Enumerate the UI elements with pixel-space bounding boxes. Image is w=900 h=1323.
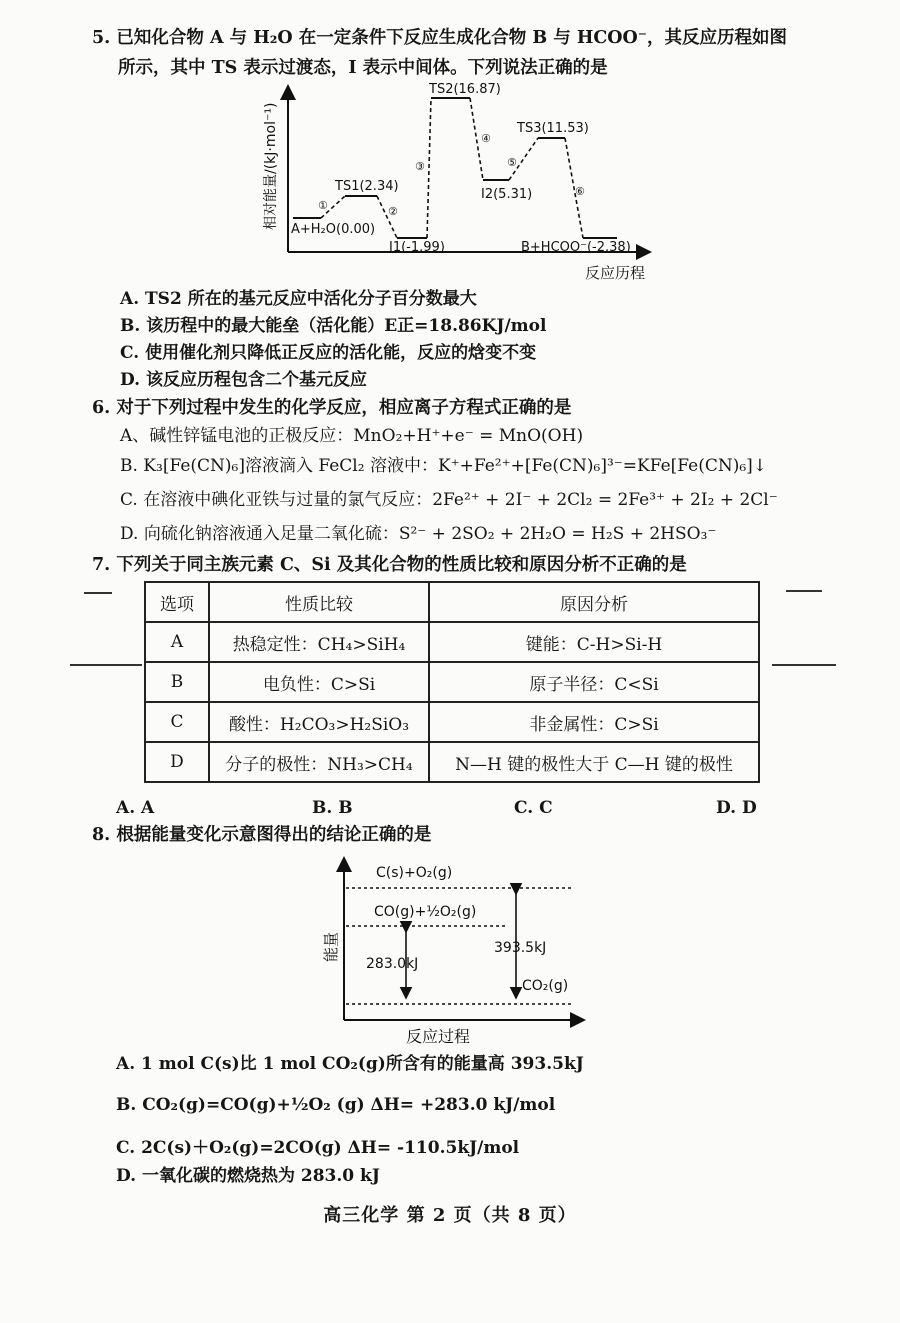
table-cell: 酸性：H₂CO₃>H₂SiO₃	[209, 702, 429, 742]
q5-stem-line2: 所示，其中 TS 表示过渡态，I 表示中间体。下列说法正确的是	[118, 58, 608, 78]
q5-option-a: A. TS2 所在的基元反应中活化分子百分数最大	[120, 289, 477, 309]
label-bottom: CO₂(g)	[522, 978, 569, 994]
table-cell: A	[145, 622, 209, 662]
q5-stem-line1: 5. 已知化合物 A 与 H₂O 在一定条件下反应生成化合物 B 与 HCOO⁻，其反应历程如图	[92, 28, 788, 48]
label-b-hcoo: B+HCOO⁻(-2.38)	[521, 240, 631, 255]
table-cell: D	[145, 742, 209, 782]
scan-artifact-line	[786, 590, 822, 592]
step-mark-2: ②	[388, 205, 398, 218]
table-header: 原因分析	[429, 582, 759, 622]
q5-option-d: D. 该反应历程包含二个基元反应	[120, 370, 367, 390]
label-top: C(s)+O₂(g)	[376, 865, 453, 881]
q8-option-c: C. 2C(s)＋O₂(g)=2CO(g) ΔH= -110.5kJ/mol	[116, 1138, 520, 1158]
q8-stem: 8. 根据能量变化示意图得出的结论正确的是	[92, 825, 432, 845]
q5-connectors	[321, 98, 583, 238]
table-header: 性质比较	[209, 582, 429, 622]
q7-table	[144, 581, 760, 783]
table-cell: C	[145, 702, 209, 742]
table-cell: B	[145, 662, 209, 702]
q6-option-a: A、碱性锌锰电池的正极反应：MnO₂+H⁺+e⁻ = MnO(OH)	[120, 426, 584, 446]
q7-answer-a: A. A	[116, 798, 155, 818]
table-cell: 热稳定性：CH₄>SiH₄	[209, 622, 429, 662]
label-mid: CO(g)+½O₂(g)	[374, 904, 477, 920]
step-mark-1: ①	[318, 199, 328, 212]
table-cell: N—H 键的极性大于 C—H 键的极性	[429, 742, 759, 782]
q8-option-d: D. 一氧化碳的燃烧热为 283.0 kJ	[116, 1166, 380, 1186]
table-row	[145, 662, 759, 702]
q5-option-c: C. 使用催化剂只降低正反应的活化能，反应的焓变不变	[120, 343, 537, 363]
table-cell: 电负性：C>Si	[209, 662, 429, 702]
label-283: 283.0kJ	[366, 956, 419, 972]
step-mark-6: ⑥	[575, 185, 585, 198]
label-i1: I1(-1.99)	[389, 240, 445, 255]
table-header-row	[145, 582, 759, 622]
q6-option-c: C. 在溶液中碘化亚铁与过量的氯气反应：2Fe²⁺ + 2I⁻ + 2Cl₂ = 2Fe³⁺ + 2I₂ + 2Cl⁻	[120, 490, 778, 510]
q8-x-label: 反应过程	[406, 1027, 471, 1046]
table-row	[145, 622, 759, 662]
table-cell: 分子的极性：NH₃>CH₄	[209, 742, 429, 782]
table-cell: 键能：C-H>Si-H	[429, 622, 759, 662]
page-footer: 高三化学 第 2 页（共 8 页）	[323, 1205, 577, 1226]
label-ts3: TS3(11.53)	[517, 121, 589, 136]
scan-artifact-line	[84, 592, 112, 594]
label-i2: I2(5.31)	[481, 187, 533, 202]
step-mark-3: ③	[415, 160, 425, 173]
table-cell: 原子半径：C<Si	[429, 662, 759, 702]
q7-answer-d: D. D	[716, 798, 757, 818]
table-row	[145, 742, 759, 782]
table-cell: 非金属性：C>Si	[429, 702, 759, 742]
q8-option-b: B. CO₂(g)=CO(g)+½O₂ (g) ΔH= +283.0 kJ/mol	[116, 1095, 556, 1115]
label-393: 393.5kJ	[494, 940, 547, 956]
q5-option-b: B. 该历程中的最大能垒（活化能）E正=18.86KJ/mol	[120, 316, 547, 336]
q7-answer-b: B. B	[312, 798, 353, 818]
label-ts1: TS1(2.34)	[335, 179, 399, 194]
q5-levels	[293, 98, 617, 238]
scan-artifact-line	[70, 664, 142, 666]
q6-option-d: D. 向硫化钠溶液通入足量二氧化硫：S²⁻ + 2SO₂ + 2H₂O = H₂S + 2HSO₃⁻	[120, 524, 717, 544]
q6-option-b: B. K₃[Fe(CN)₆]溶液滴入 FeCl₂ 溶液中：K⁺+Fe²⁺+[Fe(CN)₆]³⁻=KFe[Fe(CN)₆]↓	[120, 456, 768, 476]
q8-y-label: 能量	[322, 931, 340, 962]
q6-stem: 6. 对于下列过程中发生的化学反应，相应离子方程式正确的是	[92, 398, 572, 418]
q8-energy-diagram	[318, 852, 593, 1048]
label-a-h2o: A+H₂O(0.00)	[291, 222, 376, 237]
table-row	[145, 702, 759, 742]
q7-stem: 7. 下列关于同主族元素 C、Si 及其化合物的性质比较和原因分析不正确的是	[92, 555, 687, 575]
label-ts2: TS2(16.87)	[429, 82, 501, 97]
q5-y-label: 相对能量/(kJ·mol⁻¹)	[263, 102, 279, 230]
step-mark-4: ④	[481, 132, 491, 145]
q5-energy-diagram	[255, 80, 675, 285]
table-header: 选项	[145, 582, 209, 622]
scan-artifact-line	[772, 664, 836, 666]
q8-option-a: A. 1 mol C(s)比 1 mol CO₂(g)所含有的能量高 393.5kJ	[116, 1054, 584, 1074]
q7-answer-c: C. C	[514, 798, 553, 818]
step-mark-5: ⑤	[507, 156, 517, 169]
q5-x-label: 反应历程	[585, 264, 646, 282]
